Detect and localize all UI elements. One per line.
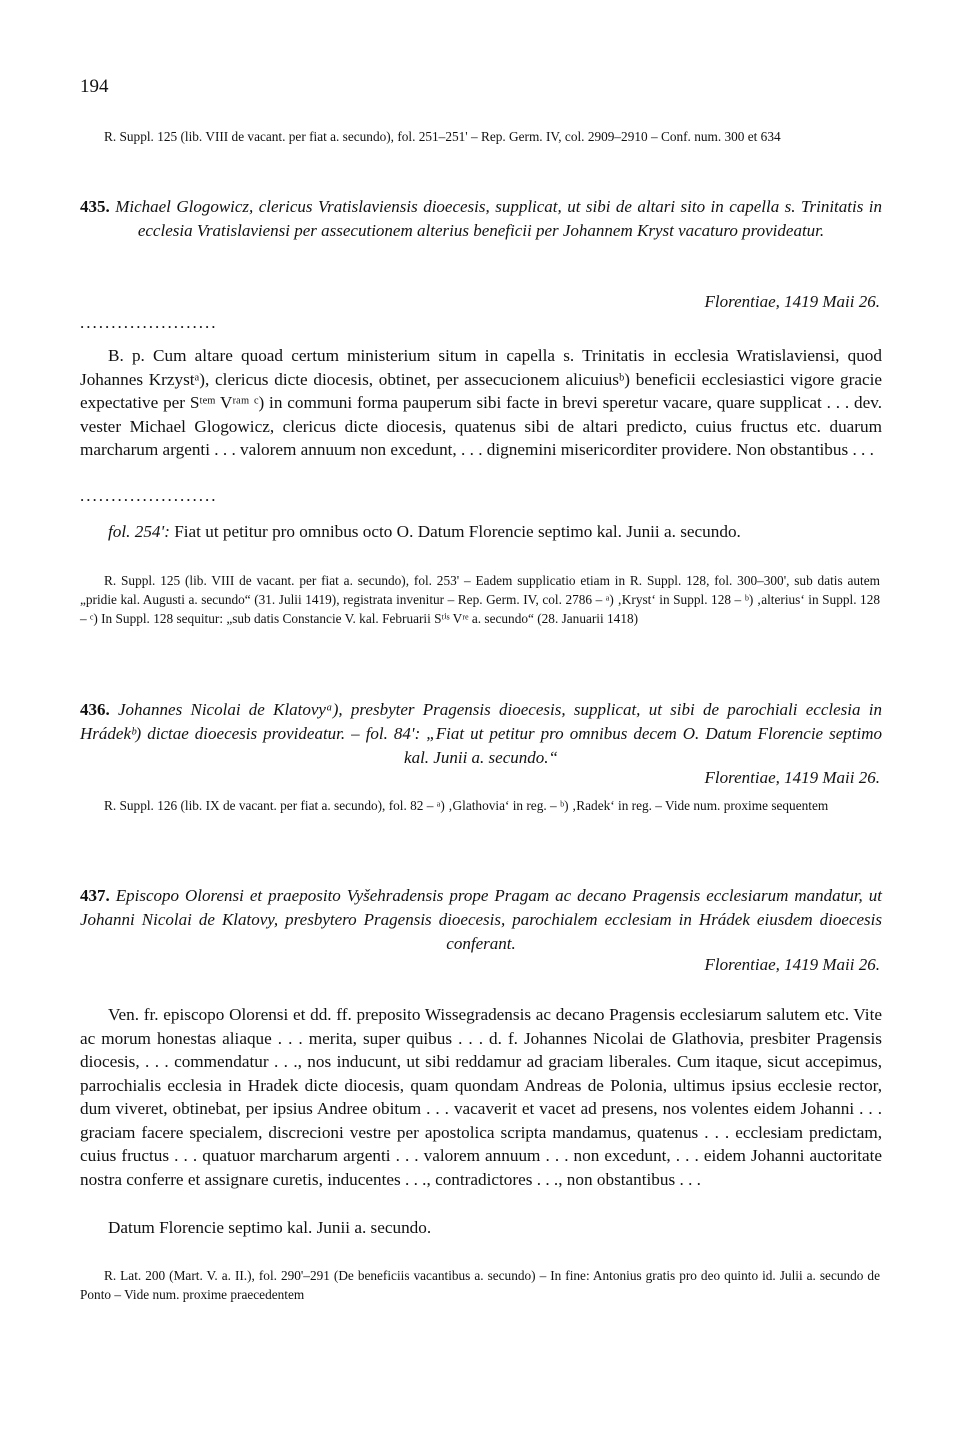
entry-435-ellipsis-2: ...................... [80,486,218,505]
entry-437-number: 437. [80,886,110,905]
entry-436-number: 436. [80,700,110,719]
entry-437-body: Ven. fr. episcopo Olorensi et dd. ff. preposito Wissegradensis ac decano Pragensis ecclesiarum salutem etc. Vite ac morum honestas aliaque . . . merita, super quibus . . . d. f. Johannes Nicolai de Glathovia, presbiter Pragensis diocesis, . . . commendatur . . ., nos inducunt, ut sibi reddamur ad graciam liberales. Cum itaque, sicut accepimus, parrochialis ecclesia in Hradek dicte diocesis, quam quondam Andreas de Polonia, ultimus ipsius ecclesie rector, dum viveret, obtinebat, per ipsius Andree obitum . . . vacaverit et vacet ad presens, nos volentes eidem Johanni . . . graciam facere specialem, discrecioni vestre per apostolica scripta mandamus, quatenus . . . ecclesiam predictam, cuius fructus . . . quatuor marcharum argenti . . . valorem annuum . . . non excedunt, . . . eidem Johanni auctoritate nostra conferre et assignare curetis, inducentes . . ., contradictores . . ., non obstantibus . . . [80,1005,882,1189]
entry-436-footnote: R. Suppl. 126 (lib. IX de vacant. per fiat a. secundo), fol. 82 – ᵃ) ‚Glathovia‘ in reg. – ᵇ) ‚Radek‘ in reg. – Vide num. proxime sequentem [104,798,829,813]
entry-437-date: Florentiae, 1419 Maii 26. [704,955,880,974]
entry-436-heading-text: Johannes Nicolai de Klatovyᵃ), presbyter Pragensis dioecesis, supplicat, ut sibi de parochiali ecclesia in Hrádekᵇ) dictae dioecesis provideatur. – fol. 84': „Fiat ut petitur pro omnibus decem O. Datum Florencie septimo kal. Junii a. secundo.“ [80,700,882,767]
entry-435-body: B. p. Cum altare quoad certum ministerium situm in capella s. Trinitatis in ecclesia Wratislaviensi, quod Johannes Krzystᵃ), clericus dicte diocesis, obtinet, per assecucionem alicuiusᵇ) beneficii ecclesiastici vigore gracie expectative per Sᵗᵉᵐ Vʳᵃᵐ ᶜ) in communi forma pauperum sibi facte in brevi speretur vacare, quare supplicat . . . dev. vester Michael Glogowicz, clericus dicte diocesis, quatenus sibi de altari predicto, cuius fructus etc. duarum marcharum argenti . . . valorem annuum non excedunt, . . . dignemini misericorditer providere. Non obstantibus . . . [80,346,882,459]
entry-435-fol-ref: fol. 254': [108,522,170,541]
entry-437-datum: Datum Florencie septimo kal. Junii a. secundo. [108,1218,432,1237]
entry-435-footnote: R. Suppl. 125 (lib. VIII de vacant. per fiat a. secundo), fol. 253' – Eadem supplicatio etiam in R. Suppl. 128, fol. 300–300', sub datis autem „pridie kal. Augusti a. secundo“ (31. Julii 1419), registrata invenitur – Rep. Germ. IV, col. 2786 – ᵃ) ‚Kryst‘ in Suppl. 128 – ᵇ) ‚alterius‘ in Suppl. 128 – ᶜ) In Suppl. 128 sequitur: „sub datis Constancie V. kal. Februarii Sᵗⁱˢ Vʳᵉ a. secundo“ (28. Januarii 1418) [80,573,880,626]
entry-436-heading [80,698,882,770]
entry-437-footnote: R. Lat. 200 (Mart. V. a. II.), fol. 290'–291 (De beneficiis vacantibus a. secundo) – In fine: Antonius gratis pro deo quinto id. Julii a. secundo de Ponto – Vide num. proxime praecedentem [80,1268,880,1302]
entry-435-fol-line [80,520,882,544]
entry-437-heading [80,884,882,956]
entry-437-heading-text: Episcopo Olorensi et praeposito Vyšehradensis prope Pragam ac decano Pragensis ecclesiarum mandatur, ut Johanni Nicolai de Klatovy, presbytero Pragensis dioecesis, parochialem ecclesiam in Hrádek eiusdem dioecesis conferant. [80,886,883,953]
footnote-top: R. Suppl. 125 (lib. VIII de vacant. per fiat a. secundo), fol. 251–251' – Rep. Germ. IV, col. 2909–2910 – Conf. num. 300 et 634 [104,129,781,144]
entry-435-heading [80,195,882,243]
page-number: 194 [80,76,109,97]
entry-436-date: Florentiae, 1419 Maii 26. [704,768,880,787]
entry-435-date: Florentiae, 1419 Maii 26. [704,292,880,311]
entry-435-fol-text: Fiat ut petitur pro omnibus octo O. Datum Florencie septimo kal. Junii a. secundo. [169,522,741,541]
entry-435-number: 435. [80,197,110,216]
entry-435-ellipsis: ...................... [80,313,218,332]
entry-435-heading-text: Michael Glogowicz, clericus Vratislaviensis dioecesis, supplicat, ut sibi de altari sito in capella s. Trinitatis in ecclesia Vratislaviensi per assecutionem alterius beneficii per Johannem Kryst vacaturo provideatur. [115,197,883,240]
